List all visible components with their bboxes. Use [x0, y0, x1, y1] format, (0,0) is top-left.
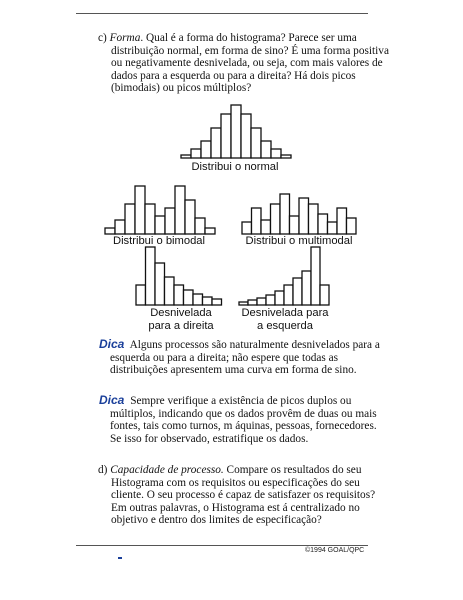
histogram-bar [261, 141, 271, 158]
histogram-bar [165, 277, 175, 305]
tip-1-text: Alguns processos são naturalmente desnivelados para a esquerda ou para a direita; não espere que todas as distribuições apresentem uma curva em forma de sino. [110, 339, 380, 377]
histogram-bar [275, 291, 284, 305]
histogram-bar [320, 285, 329, 305]
section-c-text: . Qual é a forma do histograma? Parece ser uma distribuição normal, em forma de sino? É uma forma positiva ou negativamente desnivelada, ou seja, com mais valores de dados para a esquerda ou para a direita? Há dois picos (bimodais) ou picos múltiplos? [111, 32, 389, 95]
histogram-bar [155, 263, 165, 305]
histogram-bar [242, 222, 252, 234]
bottom-rule [76, 545, 368, 546]
histogram-bar [271, 204, 281, 234]
caption-skewed-left-line1: Desnivelada para [241, 307, 329, 319]
tip-2-text: Sempre verifique a existência de picos duplos ou múltiplos, indicando que os dados provêm de duas ou mais fontes, tais como turnos, m áquinas, pessoas, fornecedores. Se isso for observado, estratifique os dados. [110, 395, 377, 445]
caption-multimodal-text: Distribui o multimodal [245, 235, 353, 247]
histogram-bar [309, 204, 319, 234]
histogram-bar [248, 300, 257, 305]
histogram-bar [211, 128, 221, 158]
histogram-bar [105, 228, 115, 234]
histogram-bar [184, 290, 194, 305]
caption-skewed-right [125, 307, 237, 332]
histogram-bar [251, 128, 261, 158]
histogram-bar [145, 204, 155, 234]
histogram-bar [311, 247, 320, 305]
histogram-normal [180, 99, 290, 159]
histogram-bimodal [104, 180, 214, 235]
caption-bimodal-text: Distribui o bimodal [112, 235, 206, 247]
caption-skewed-left [230, 307, 340, 332]
histogram-bar [205, 228, 215, 234]
tip-1 [99, 338, 388, 377]
histogram-bar [191, 149, 201, 158]
section-c-label: c) [98, 32, 107, 44]
histogram-bar [318, 214, 328, 234]
histogram-bar [174, 285, 184, 305]
caption-normal [160, 161, 310, 174]
histogram-bar [280, 194, 290, 234]
histogram-bar [347, 218, 357, 234]
histogram-multimodal [241, 190, 355, 235]
histogram-bar [212, 299, 222, 305]
histogram-bar [165, 208, 175, 234]
caption-normal-text: Distribui o normal [191, 161, 279, 173]
histogram-bar [257, 298, 266, 305]
histogram-bar [155, 216, 165, 234]
histogram-bar [239, 302, 248, 305]
histogram-bar [146, 247, 156, 305]
tip-2-label: Dica [99, 393, 125, 407]
histogram-bar [125, 204, 135, 234]
section-d-title: Capacidade de processo. [110, 464, 224, 476]
histogram-bar [181, 155, 191, 158]
section-c-title: Forma [109, 32, 141, 44]
histogram-bar [299, 198, 309, 234]
section-d-paragraph [98, 464, 388, 527]
section-c-paragraph [98, 32, 398, 95]
histogram-bar [328, 222, 338, 234]
caption-skewed-left-line2: a esquerda [257, 319, 313, 332]
tip-1-label: Dica [99, 337, 125, 351]
histogram-bar [115, 220, 125, 234]
histogram-bar [136, 285, 146, 305]
histogram-bar [221, 114, 231, 158]
copyright-notice: ©1994 GOAL/QPC [305, 547, 365, 554]
histogram-bar [302, 271, 311, 305]
histogram-bar [231, 105, 241, 158]
histogram-bar [261, 220, 271, 234]
footer-marker [118, 557, 122, 559]
histogram-bar [271, 149, 281, 158]
histogram-bar [241, 114, 251, 158]
histogram-bar [290, 216, 300, 234]
histogram-bar [175, 186, 185, 234]
histogram-bar [135, 186, 145, 234]
histogram-skewed-left [238, 246, 328, 306]
histogram-skewed-right [135, 246, 221, 306]
section-d-text: Compare os resultados do seu Histograma com os requisitos ou especificações do seu cliente. O seu processo é capaz de satisfazer os requisitos? Em outras palavras, o Histograma est á centralizado no objetivo e dentro dos limites de especificação? [111, 464, 376, 527]
tip-2 [99, 394, 388, 445]
histogram-bar [284, 285, 293, 305]
histogram-bar [195, 218, 205, 234]
histogram-bar [293, 278, 302, 305]
histogram-bar [193, 294, 203, 305]
histogram-bar [203, 297, 213, 305]
histogram-bar [266, 295, 275, 305]
histogram-bar [337, 208, 347, 234]
caption-skewed-right-line2: para a direita [148, 319, 214, 332]
histogram-bar [185, 200, 195, 234]
histogram-bar [281, 155, 291, 158]
caption-skewed-right-line1: Desnivelada [150, 307, 212, 319]
histogram-bar [252, 208, 262, 234]
histogram-bar [201, 141, 211, 158]
section-d-label: d) [98, 464, 108, 476]
top-rule [76, 13, 368, 14]
